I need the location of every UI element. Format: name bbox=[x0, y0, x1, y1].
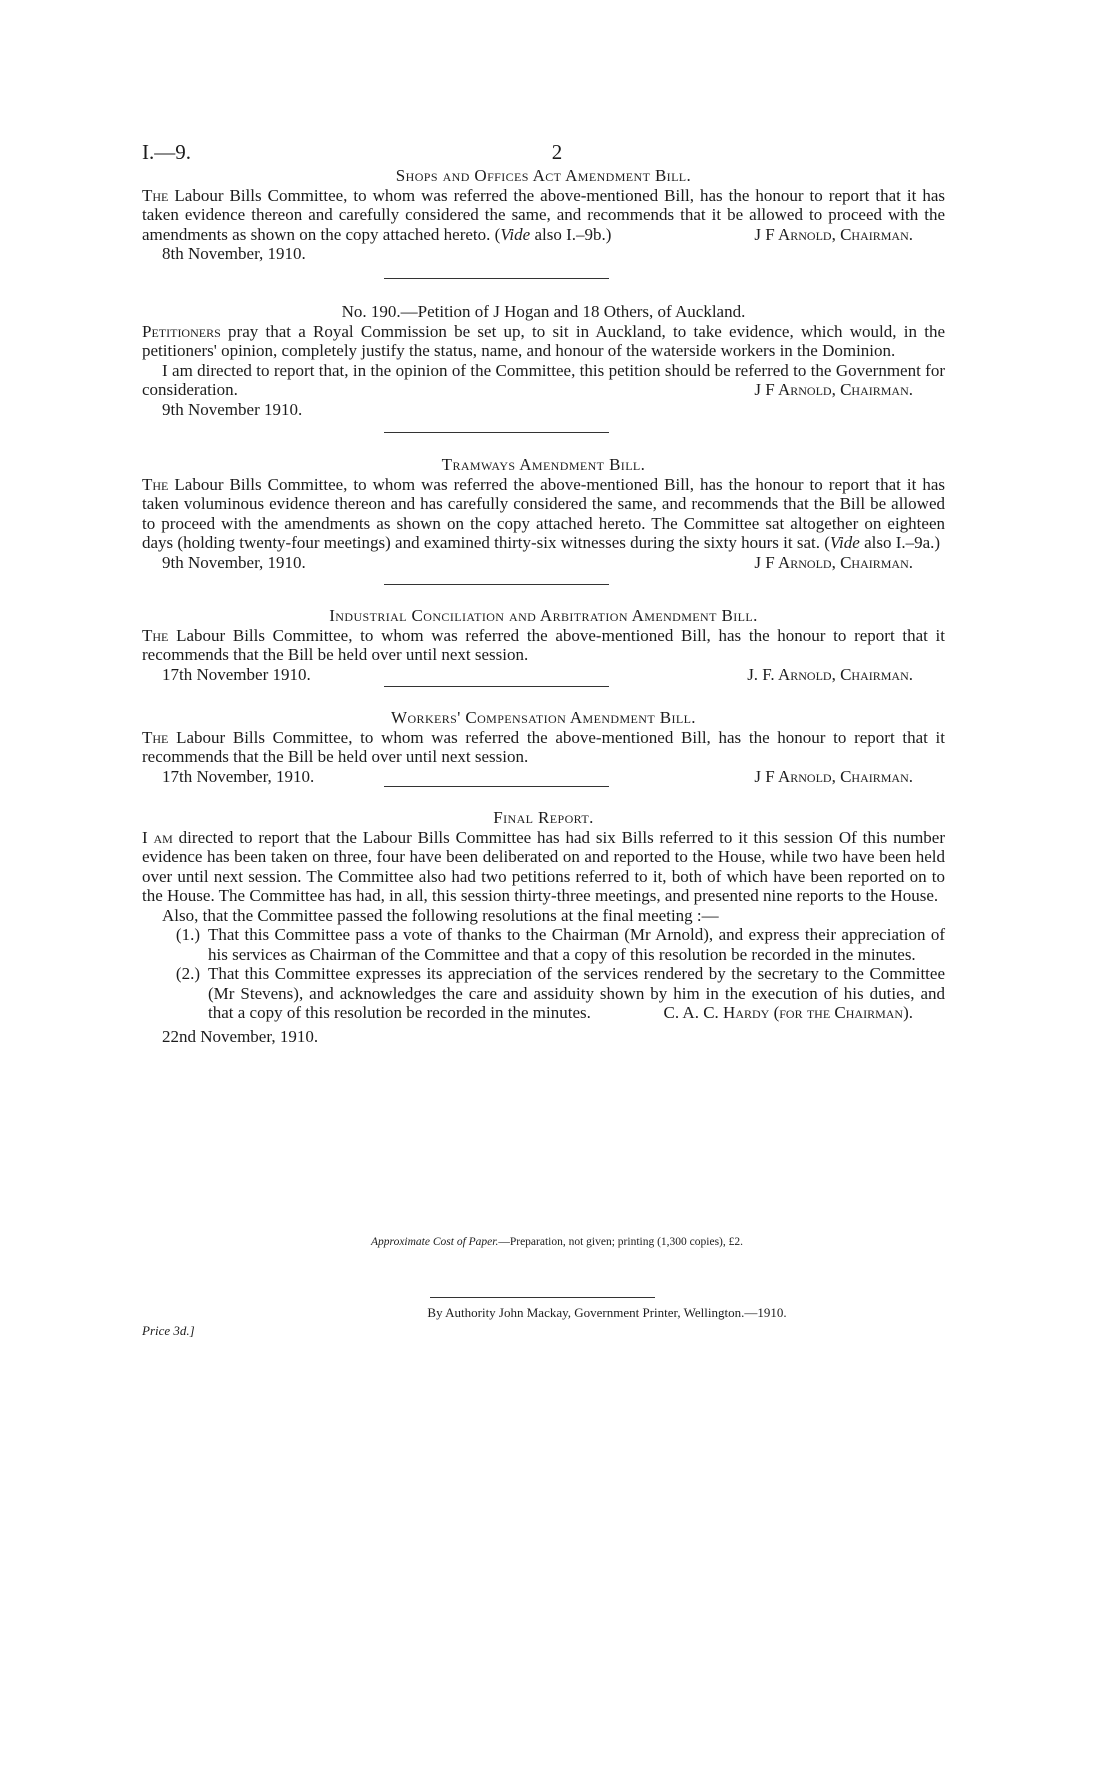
section-tramways-bill bbox=[142, 455, 945, 572]
section-title: Final Report. bbox=[493, 808, 594, 827]
section-title: Shops and Offices Act Amendment Bill. bbox=[395, 166, 692, 185]
section-title: No. 190.—Petition of J Hogan and 18 Others, of Auckland. bbox=[341, 302, 746, 321]
section-date: 22nd November, 1910. bbox=[162, 1026, 319, 1046]
section-shops-offices-bill bbox=[142, 166, 945, 264]
section-date: 17th November 1910. bbox=[162, 664, 311, 684]
footer-divider bbox=[430, 1297, 655, 1298]
section-body: I am directed to report that the Labour Bills Committee has had six Bills referred to it this session Of this number evidence has been taken on three, four have been deliberated on and reported to the House, while two have been held over until next session. The Committee also had two petitions referred to it, both of which have been reported on to the House. The Committee has had, in all, this session thirty-three meetings, and presented nine reports to the House. bbox=[142, 827, 945, 905]
section-signature: J F Arnold, Chairman. bbox=[754, 380, 913, 399]
section-date: 9th November, 1910. bbox=[162, 552, 306, 572]
section-final-report bbox=[142, 808, 945, 1046]
section-title: Workers' Compensation Amendment Bill. bbox=[391, 708, 696, 727]
paper-reference: I.—9. bbox=[142, 140, 191, 164]
section-signature: J F Arnold, Chairman. bbox=[754, 552, 913, 572]
section-body: The Labour Bills Committee, to whom was referred the above-mentioned Bill, has the honour to report that it recommends that the Bill be held over until next session. bbox=[142, 727, 945, 766]
section-title: Tramways Amendment Bill. bbox=[441, 455, 646, 474]
section-signature: J. F. Arnold, Chairman. bbox=[747, 664, 913, 684]
section-workers-compensation-bill bbox=[142, 708, 945, 786]
section-body: Petitioners pray that a Royal Commission be set up, to sit in Auckland, to take evidence, which would, in the petitioners' opinion, completely justify the status, name, and honour of the waterside workers in the Dominion. bbox=[142, 321, 945, 360]
section-body-2: Also, that the Committee passed the following resolutions at the final meeting :— bbox=[162, 905, 719, 925]
section-date: 9th November 1910. bbox=[162, 399, 303, 419]
section-industrial-conciliation-bill bbox=[142, 606, 945, 684]
section-petition-190 bbox=[142, 302, 945, 419]
resolution-number: (2.) bbox=[175, 964, 200, 983]
price-note: Price 3d.] bbox=[142, 1323, 195, 1338]
section-date: 17th November, 1910. bbox=[162, 766, 315, 786]
section-body: The Labour Bills Committee, to whom was referred the above-mentioned Bill, has the honour to report that it has taken evidence thereon and carefully considered the same, and recommends that it be allowed to proceed with the amendments as shown on the copy attached hereto. (Vide also I.–9b.) bbox=[142, 185, 945, 244]
section-divider bbox=[384, 584, 609, 585]
cost-text: —Preparation, not given; printing (1,300 copies), £2. bbox=[498, 1236, 743, 1248]
section-divider bbox=[384, 432, 609, 433]
section-title: Industrial Conciliation and Arbitration Amendment Bill. bbox=[329, 606, 758, 625]
section-signature: C. A. C. Hardy (for the Chairman). bbox=[663, 1003, 913, 1022]
section-divider bbox=[384, 278, 609, 279]
page-number: 2 bbox=[551, 140, 563, 164]
section-divider bbox=[384, 786, 609, 787]
printer-imprint: By Authority John Mackay, Government Printer, Wellington.—1910. bbox=[427, 1305, 787, 1320]
cost-note bbox=[0, 1236, 1114, 1248]
section-body: The Labour Bills Committee, to whom was referred the above-mentioned Bill, has the honour to report that it has taken voluminous evidence thereon and has carefully considered the same, and recommends that the Bill be allowed to proceed with the amendments as shown on the copy attached hereto. The Committee sat altogether on eighteen days (holding twenty-four meetings) and examined thirty-six witnesses during the sixty hours it sat. (Vide also I.–9a.) bbox=[142, 474, 945, 552]
section-divider bbox=[384, 686, 609, 687]
resolution-item bbox=[142, 925, 945, 964]
resolution-number: (1.) bbox=[175, 925, 200, 944]
section-signature: J F Arnold, Chairman. bbox=[754, 224, 913, 244]
resolution-text: That this Committee pass a vote of thanks to the Chairman (Mr Arnold), and express their appreciation of his services as Chairman of the Committee and that a copy of this resolution be recorded in the minutes. bbox=[208, 925, 945, 964]
cost-label: Approximate Cost of Paper. bbox=[371, 1236, 499, 1248]
section-date: 8th November, 1910. bbox=[162, 244, 306, 263]
section-body: The Labour Bills Committee, to whom was referred the above-mentioned Bill, has the honour to report that it recommends that the Bill be held over until next session. bbox=[142, 625, 945, 664]
resolution-text: That this Committee expresses its appreciation of the services rendered by the secretary to the Committee (Mr Stevens), and acknowledges the care and assiduity shown by him in the execution of his duties, and that a copy of this resolution be recorded in the minutes. bbox=[208, 964, 945, 1022]
section-signature: J F Arnold, Chairman. bbox=[754, 766, 913, 786]
section-body-2: I am directed to report that, in the opinion of the Committee, this petition should be referred to the Government for consideration. bbox=[142, 360, 945, 399]
